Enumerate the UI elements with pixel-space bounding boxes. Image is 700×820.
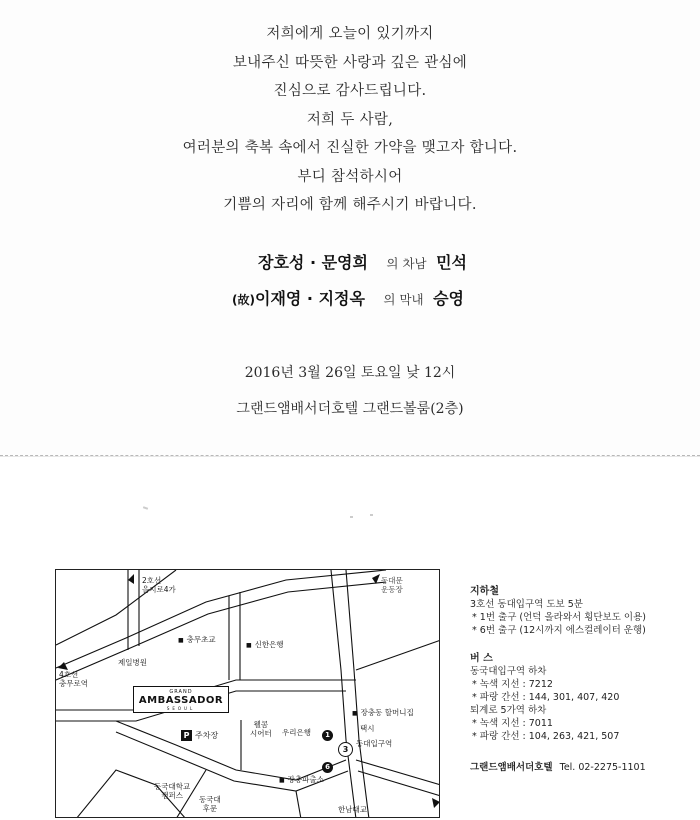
hotel-tel: Tel. 02-2275-1101 xyxy=(559,762,646,773)
map-label-backgate: 동국대 후문 xyxy=(199,795,221,813)
bride-relation: 의 막내 xyxy=(383,292,424,307)
subway-line: * 1번 출구 (언덕 올라와서 횡단보도 이용) xyxy=(472,612,646,623)
groom-relation: 의 차남 xyxy=(386,256,427,271)
bus-line: 동국대입구역 하차 xyxy=(470,666,547,677)
map-label-university: 동국대학교 캠퍼스 xyxy=(154,782,191,800)
groom-parents: 장호성 · 문영희 xyxy=(258,253,368,272)
message-line: 기쁨의 자리에 함께 해주시기 바랍니다. xyxy=(223,197,477,213)
invitation-message xyxy=(0,20,700,220)
hotel-logo xyxy=(133,686,229,713)
parking-icon: P xyxy=(181,730,192,741)
groom-name: 민석 xyxy=(436,253,467,272)
groom-row xyxy=(258,250,467,273)
hotel-name: 그랜드앰배서더호텔 xyxy=(470,762,553,773)
subway-line: 3호선 동대입구역 도보 5분 xyxy=(470,599,583,610)
parking-label: 주차장 xyxy=(195,731,219,740)
parking-marker xyxy=(181,730,218,741)
map-roads xyxy=(56,570,440,818)
hotel-logo-bottom: SEOUL xyxy=(166,706,196,711)
message-line: 진심으로 감사드립니다. xyxy=(273,83,427,99)
bride-parents: 이재영 · 지정옥 xyxy=(254,289,365,308)
line-3-icon: 3 xyxy=(338,742,353,757)
map-label-cheil: 제일병원 xyxy=(118,658,147,667)
directions-panel xyxy=(470,585,695,774)
map-label-shinhan: ■ 신한은행 xyxy=(246,640,284,650)
message-line: 부디 참석하시어 xyxy=(297,168,403,185)
location-map xyxy=(55,569,440,818)
bus-line: * 녹색 지선 : 7212 xyxy=(472,679,553,690)
map-label-line2: 2호선 을지로4가 xyxy=(142,576,176,594)
map-label-chungmu-school: ■ 충무초교 xyxy=(178,635,216,645)
subway-title: 지하철 xyxy=(470,586,499,597)
bride-name: 승영 xyxy=(433,289,464,308)
map-label-taxi: 택시 xyxy=(360,724,375,733)
bus-title: 버 스 xyxy=(470,653,493,664)
map-label-dongdaemun: 동대문 운동장 xyxy=(381,576,403,594)
bride-prefix: (故) xyxy=(232,293,255,307)
bus-line: * 파랑 간선 : 144, 301, 407, 420 xyxy=(472,692,620,703)
message-line: 여러분의 축복 속에서 진실한 가약을 맺고자 합니다. xyxy=(182,140,518,156)
map-label-jangchung: ■ 장충동 할머니집 xyxy=(352,708,414,718)
message-line: 저희 두 사람, xyxy=(306,111,394,128)
event-date-time: 2016년 3월 26일 토요일 낮 12시 xyxy=(244,365,456,381)
paper-mark xyxy=(143,506,148,510)
map-label-line4: 4호선 충무로역 xyxy=(59,670,88,688)
event-info xyxy=(0,355,700,427)
message-line: 보내주신 따뜻한 사랑과 깊은 관심에 xyxy=(232,54,468,71)
bus-line: * 파랑 간선 : 104, 263, 421, 507 xyxy=(472,731,620,742)
hotel-logo-top: GRAND xyxy=(169,689,193,695)
message-line: 저희에게 오늘이 있기까지 xyxy=(266,26,434,42)
map-label-hannam: 한남대교 xyxy=(338,805,367,814)
hotel-contact xyxy=(470,761,695,774)
paper-mark xyxy=(350,516,353,518)
exit-1-badge: 1 xyxy=(322,730,333,741)
map-label-police: ■ 장충파출소 xyxy=(279,775,324,785)
map-label-station: 동대입구역 xyxy=(356,739,393,748)
bus-line: 퇴계로 5가역 하차 xyxy=(470,705,547,716)
paper-mark xyxy=(370,514,373,516)
bride-row xyxy=(232,286,464,309)
map-label-welcome: 웰콤 시어터 xyxy=(250,720,272,738)
fold-line xyxy=(0,455,700,457)
map-label-woori: 우리은행 xyxy=(282,728,311,737)
event-venue: 그랜드앰배서더호텔 그랜드볼룸(2층) xyxy=(236,401,464,417)
hotel-logo-main: AMBASSADOR xyxy=(138,695,224,706)
subway-line: * 6번 출구 (12시까지 에스컬레이터 운행) xyxy=(472,625,646,636)
exit-6-badge: 6 xyxy=(322,762,333,773)
bus-line: * 녹색 지선 : 7011 xyxy=(472,718,553,729)
